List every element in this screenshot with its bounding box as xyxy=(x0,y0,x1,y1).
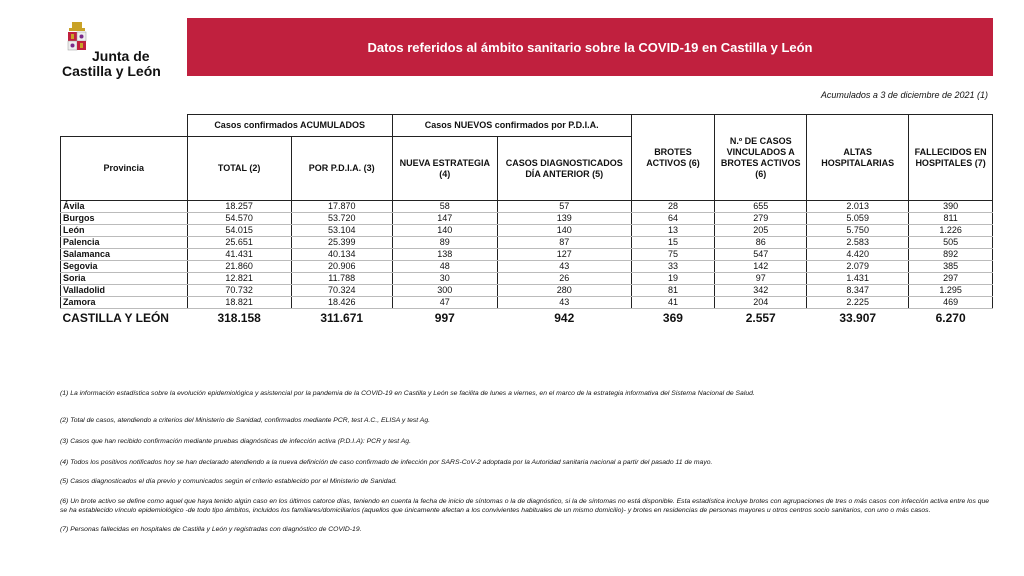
cell-brotes: 41 xyxy=(631,297,715,309)
table-row xyxy=(61,273,993,285)
cell-diag: 43 xyxy=(497,261,631,273)
cell-pdia: 53.104 xyxy=(291,225,392,237)
cell-nueva: 89 xyxy=(392,237,497,249)
group-header-nuevos: Casos NUEVOS confirmados por P.D.I.A. xyxy=(392,115,631,137)
table-row xyxy=(61,261,993,273)
footnote: (2) Total de casos, atendiendo a criterios del Ministerio de Sanidad, confirmados mediante PCR, test A.C., ELISA y test Ag. xyxy=(60,417,430,424)
cell-altas: 2.013 xyxy=(807,201,909,213)
col-header-altas: ALTAS HOSPITALARIAS xyxy=(807,115,909,201)
cell-altas: 4.420 xyxy=(807,249,909,261)
cell-brotes: 13 xyxy=(631,225,715,237)
cell-pdia: 70.324 xyxy=(291,285,392,297)
cell-altas: 2.583 xyxy=(807,237,909,249)
cell-pdia: 25.399 xyxy=(291,237,392,249)
col-header-pdia: POR P.D.I.A. (3) xyxy=(291,137,392,201)
cell-brotes: 75 xyxy=(631,249,715,261)
table-row xyxy=(61,237,993,249)
cell-provincia: Segovia xyxy=(61,261,188,273)
cell-fallecidos: 892 xyxy=(909,249,993,261)
cell-altas: 8.347 xyxy=(807,285,909,297)
cell-brotes: 19 xyxy=(631,273,715,285)
cell-nueva: 140 xyxy=(392,225,497,237)
col-header-brotes: BROTES ACTIVOS (6) xyxy=(631,115,715,201)
logo-line2: Castilla y León xyxy=(62,63,161,79)
footnote: (3) Casos que han recibido confirmación mediante pruebas diagnósticas de infección activa (P.D.I.A): PCR y test Ag. xyxy=(60,438,411,445)
col-header-total: TOTAL (2) xyxy=(187,137,291,201)
cell-provincia: Soria xyxy=(61,273,188,285)
cell-pdia: 311.671 xyxy=(320,311,364,325)
cell-diag: 139 xyxy=(497,213,631,225)
logo-junta xyxy=(62,22,172,82)
cell-vinculados: 97 xyxy=(715,273,807,285)
cell-total: 41.431 xyxy=(187,249,291,261)
col-header-nueva: NUEVA ESTRATEGIA (4) xyxy=(392,137,497,201)
cell-fallecidos: 390 xyxy=(909,201,993,213)
page-title: Datos referidos al ámbito sanitario sobre la COVID-19 en Castilla y León xyxy=(367,39,813,55)
table-row xyxy=(61,249,993,261)
cell-total: 54.570 xyxy=(187,213,291,225)
footnote: (6) Un brote activo se define como aquel que haya tenido algún caso en los últimos catorce días, teniendo en cuenta la fecha de inicio de síntomas o la de diagnóstico, si la de síntomas no está disponible. Esta estadística incluye brotes con agrupaciones de tres o más casos con infección activa entre los que se ha establecido vínculo epidemiológico -de todo tipo ámbitos, incluidos los familiares/domiciliarios (aquellos que únicamente afectan a los convivientes habituales de un mismo domicilio)- y brotes en residencias de personas mayores u otros centros socio sanitarios, con uno o más casos. xyxy=(60,498,990,514)
title-banner xyxy=(187,18,993,76)
cell-brotes: 15 xyxy=(631,237,715,249)
col-header-diag: CASOS DIAGNOSTICADOS DÍA ANTERIOR (5) xyxy=(497,137,631,201)
cell-fallecidos: 1.226 xyxy=(909,225,993,237)
cell-total: 318.158 xyxy=(217,311,261,325)
col-header-vinculados: N.º DE CASOS VINCULADOS A BROTES ACTIVOS (6) xyxy=(715,115,807,201)
cell-fallecidos: 469 xyxy=(909,297,993,309)
cell-total: 18.821 xyxy=(187,297,291,309)
cell-pdia: 20.906 xyxy=(291,261,392,273)
table-row xyxy=(61,225,993,237)
cell-fallecidos: 6.270 xyxy=(935,311,966,325)
cell-provincia: Valladolid xyxy=(61,285,188,297)
footnote: (7) Personas fallecidas en hospitales de Castilla y León y registradas con diagnóstico de COVID-19. xyxy=(60,526,362,533)
cell-fallecidos: 385 xyxy=(909,261,993,273)
cell-fallecidos: 1.295 xyxy=(909,285,993,297)
cell-nueva: 300 xyxy=(392,285,497,297)
cell-vinculados: 204 xyxy=(715,297,807,309)
cell-pdia: 53.720 xyxy=(291,213,392,225)
cell-nueva: 138 xyxy=(392,249,497,261)
cell-brotes: 28 xyxy=(631,201,715,213)
cell-diag: 942 xyxy=(554,311,575,325)
cell-pdia: 18.426 xyxy=(291,297,392,309)
date-subtitle: Acumulados a 3 de diciembre de 2021 (1) xyxy=(820,90,988,100)
cell-provincia: Palencia xyxy=(61,237,188,249)
table-row xyxy=(61,213,993,225)
cell-vinculados: 86 xyxy=(715,237,807,249)
cell-diag: 280 xyxy=(497,285,631,297)
cell-nueva: 147 xyxy=(392,213,497,225)
cell-altas: 1.431 xyxy=(807,273,909,285)
cell-total: 70.732 xyxy=(187,285,291,297)
table-row xyxy=(61,201,993,213)
cell-provincia: Burgos xyxy=(61,213,188,225)
group-header-acumulados: Casos confirmados ACUMULADOS xyxy=(187,115,392,137)
footnotes xyxy=(60,389,995,534)
cell-vinculados: 205 xyxy=(715,225,807,237)
footnote: (5) Casos diagnosticados el día previo y comunicados según el criterio establecido por el Ministerio de Sanidad. xyxy=(60,478,398,485)
cell-pdia: 40.134 xyxy=(291,249,392,261)
footnote: (1) La información estadística sobre la evolución epidemiológica y asistencial por la pandemia de la COVID-19 en Castilla y León se facilita de lunes a viernes, en el marco de la estrategia informativa del Sistema Nacional de Salud. xyxy=(60,390,755,397)
cell-vinculados: 342 xyxy=(715,285,807,297)
cell-altas: 5.750 xyxy=(807,225,909,237)
cell-altas: 2.225 xyxy=(807,297,909,309)
cell-vinculados: 655 xyxy=(715,201,807,213)
cell-diag: 127 xyxy=(497,249,631,261)
cell-brotes: 33 xyxy=(631,261,715,273)
total-row xyxy=(61,309,993,328)
coat-of-arms-icon xyxy=(66,22,88,60)
cell-total: 25.651 xyxy=(187,237,291,249)
cell-total: 21.860 xyxy=(187,261,291,273)
cell-altas: 33.907 xyxy=(839,311,877,325)
cell-provincia: Zamora xyxy=(61,297,188,309)
col-header-provincia: Provincia xyxy=(61,137,188,201)
cell-diag: 57 xyxy=(497,201,631,213)
cell-pdia: 17.870 xyxy=(291,201,392,213)
cell-nueva: 48 xyxy=(392,261,497,273)
cell-pdia: 11.788 xyxy=(291,273,392,285)
cell-vinculados: 547 xyxy=(715,249,807,261)
cell-diag: 26 xyxy=(497,273,631,285)
cell-nueva: 30 xyxy=(392,273,497,285)
cell-provincia: León xyxy=(61,225,188,237)
cell-vinculados: 279 xyxy=(715,213,807,225)
cell-provincia: Salamanca xyxy=(61,249,188,261)
covid-data-table xyxy=(60,114,993,327)
cell-vinculados: 142 xyxy=(715,261,807,273)
cell-brotes: 81 xyxy=(631,285,715,297)
cell-vinculados: 2.557 xyxy=(745,311,776,325)
cell-total: 54.015 xyxy=(187,225,291,237)
cell-nueva: 47 xyxy=(392,297,497,309)
cell-fallecidos: 297 xyxy=(909,273,993,285)
col-header-fallecidos: FALLECIDOS EN HOSPITALES (7) xyxy=(909,115,993,201)
cell-total: 12.821 xyxy=(187,273,291,285)
cell-nueva: 997 xyxy=(434,311,455,325)
footnote: (4) Todos los positivos notificados hoy se han declarado atendiendo a la nueva definición de caso confirmado de infección por SARS-CoV-2 adoptada por la Autoridad sanitaria nacional a partir del pasado 11 de mayo. xyxy=(60,459,713,466)
cell-altas: 5.059 xyxy=(807,213,909,225)
cell-provincia: CASTILLA Y LEÓN xyxy=(62,311,169,325)
cell-provincia: Ávila xyxy=(61,201,188,213)
cell-total: 18.257 xyxy=(187,201,291,213)
table-row xyxy=(61,297,993,309)
logo-line1: Junta de xyxy=(92,48,150,64)
cell-diag: 43 xyxy=(497,297,631,309)
cell-brotes: 64 xyxy=(631,213,715,225)
cell-diag: 140 xyxy=(497,225,631,237)
cell-altas: 2.079 xyxy=(807,261,909,273)
cell-nueva: 58 xyxy=(392,201,497,213)
cell-brotes: 369 xyxy=(662,311,683,325)
cell-fallecidos: 505 xyxy=(909,237,993,249)
table-row xyxy=(61,285,993,297)
cell-fallecidos: 811 xyxy=(909,213,993,225)
cell-diag: 87 xyxy=(497,237,631,249)
